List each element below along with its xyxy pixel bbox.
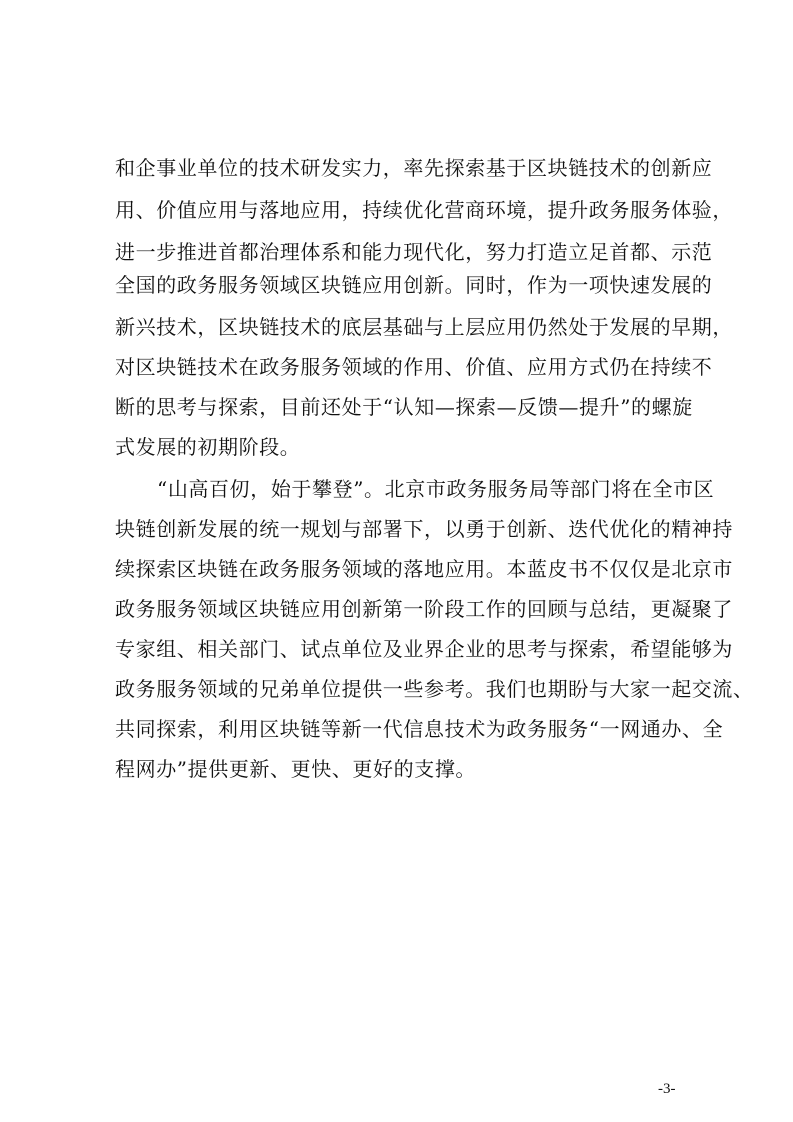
paragraph-1-line-3: 进一步推进首都治理体系和能力现代化，努力打造立足首都、示范: [115, 240, 713, 264]
paragraph-2-line-4: 政务服务领域区块链应用创新第一阶段工作的回顾与总结，更凝聚了: [115, 597, 733, 621]
paragraph-1-line-8: 式发展的初期阶段。: [115, 435, 301, 459]
paragraph-1-line-1: 和企事业单位的技术研发实力，率先探索基于区块链技术的创新应: [115, 156, 713, 180]
page-number: -3-: [658, 1081, 676, 1097]
paragraph-2-line-6: 政务服务领域的兄弟单位提供一些参考。我们也期盼与大家一起交流、: [115, 677, 754, 701]
paragraph-2-line-8: 程网办”提供更新、更快、更好的支撑。: [115, 757, 477, 781]
paragraph-1-line-2: 用、价值应用与落地应用，持续优化营商环境，提升政务服务体验，: [115, 198, 733, 222]
paragraph-1-line-5: 新兴技术，区块链技术的底层基础与上层应用仍然处于发展的早期，: [115, 315, 733, 339]
paragraph-2-line-1: “山高百仞，始于攀登”。北京市政务服务局等部门将在全市区: [157, 477, 715, 501]
paragraph-1-line-6: 对区块链技术在政务服务领域的作用、价值、应用方式仍在持续不: [115, 355, 713, 379]
paragraph-2-line-2: 块链创新发展的统一规划与部署下，以勇于创新、迭代优化的精神持: [115, 517, 733, 541]
paragraph-2-line-7: 共同探索，利用区块链等新一代信息技术为政务服务“一网通办、全: [115, 717, 724, 741]
paragraph-2-line-3: 续探索区块链在政务服务领域的落地应用。本蓝皮书不仅仅是北京市: [115, 557, 733, 581]
paragraph-2-line-5: 专家组、相关部门、试点单位及业界企业的思考与探索，希望能够为: [115, 637, 733, 661]
paragraph-1-line-7: 断的思考与探索，目前还处于“认知—探索—反馈—提升”的螺旋: [115, 395, 693, 419]
paragraph-1-line-4: 全国的政务服务领域区块链应用创新。同时，作为一项快速发展的: [115, 273, 713, 297]
